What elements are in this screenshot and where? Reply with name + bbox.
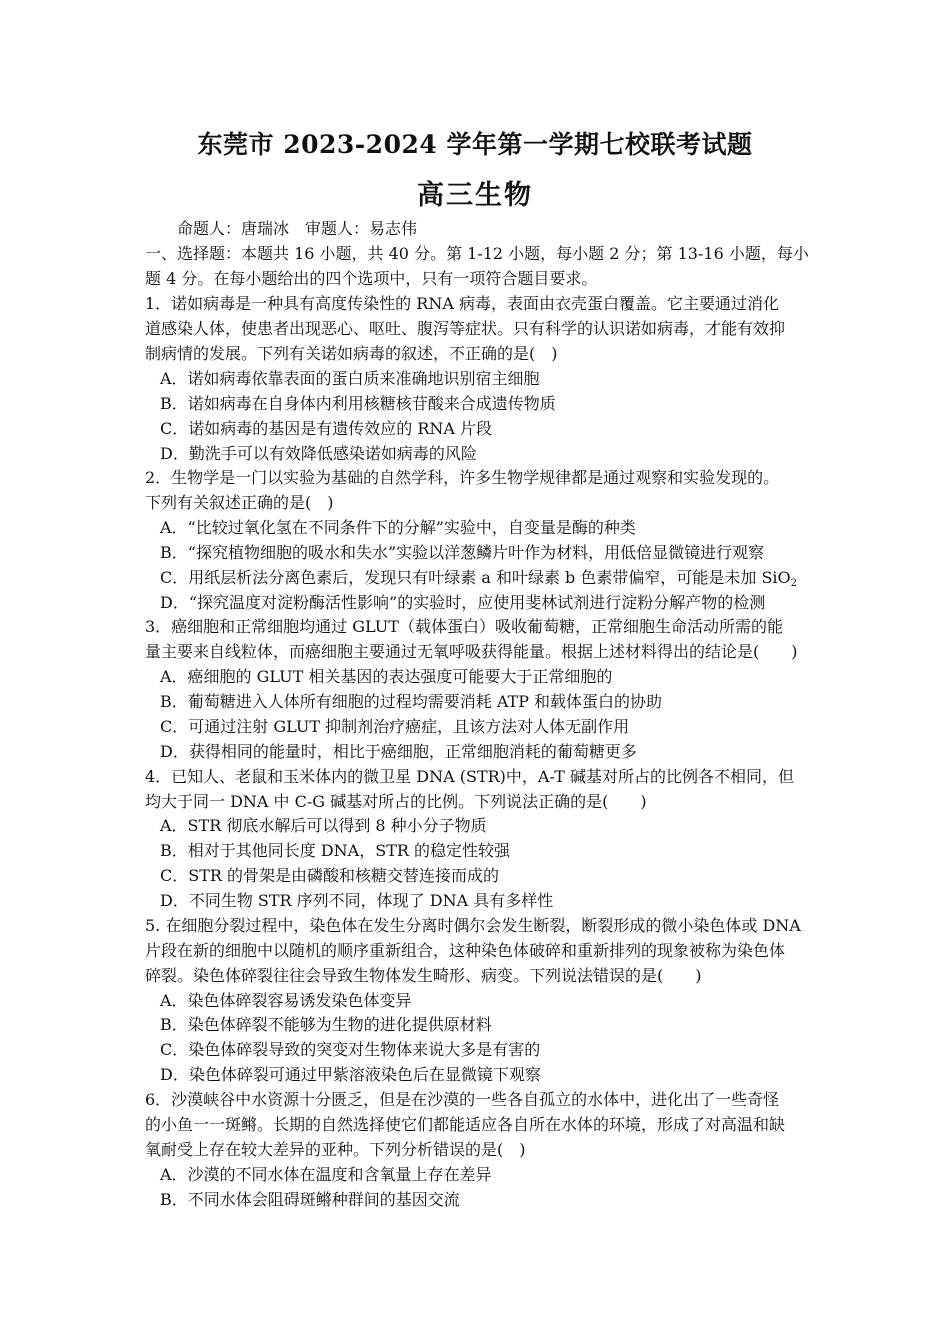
question-1-option-a: A．诺如病毒依靠表面的蛋白质来准确地识别宿主细胞 <box>160 369 540 388</box>
question-2-option-c <box>160 566 830 590</box>
question-5-stem: 5. 在细胞分裂过程中，染色体在发生分离时偶尔会发生断裂，断裂形成的微小染色体或 DNA <box>145 916 801 935</box>
question-6-stem: 6．沙漠峡谷中水资源十分匮乏，但是在沙漠的一些各自孤立的水体中，进化出了一些奇怪 <box>145 1090 780 1109</box>
question-2-option-a: A．“比较过氧化氢在不同条件下的分解”实验中，自变量是酶的种类 <box>160 518 636 537</box>
question-5-stem: 片段在新的细胞中以随机的顺序重新组合，这种染色体破碎和重新排列的现象被称为染色体 <box>145 941 786 960</box>
question-4-stem: 均大于同一 DNA 中 C-G 碱基对所占的比例。下列说法正确的是( ) <box>145 792 647 811</box>
question-1-stem: 制病情的发展。下列有关诺如病毒的叙述，不正确的是( ) <box>145 344 558 363</box>
question-1-option-b: B．诺如病毒在自身体内利用核糖核苷酸来合成遗传物质 <box>160 394 556 413</box>
question-6-option-b: B．不同水体会阻碍斑鳉种群间的基因交流 <box>160 1190 460 1209</box>
question-6-option-a: A．沙漠的不同水体在温度和含氧量上存在差异 <box>160 1165 492 1184</box>
question-5-option-a: A．染色体碎裂容易诱发染色体变异 <box>160 991 412 1010</box>
question-1-option-d: D．勤洗手可以有效降低感染诺如病毒的风险 <box>160 444 477 463</box>
section-instructions: 一、选择题：本题共 16 小题，共 40 分。第 1-12 小题，每小题 2 分；第 13-16 小题，每小 <box>145 244 809 263</box>
question-4-option-a: A．STR 彻底水解后可以得到 8 种小分子物质 <box>160 816 487 835</box>
question-3-option-c: C．可通过注射 GLUT 抑制剂治疗癌症，且该方法对人体无副作用 <box>160 717 630 736</box>
question-5-option-c: C．染色体碎裂导致的突变对生物体来说大多是有害的 <box>160 1040 541 1059</box>
section-instructions: 题 4 分。在每小题给出的四个选项中，只有一项符合题目要求。 <box>145 269 598 288</box>
exam-title: 东莞市 2023-2024 学年第一学期七校联考试题 <box>197 130 753 159</box>
question-4-option-b: B．相对于其他同长度 DNA，STR 的稳定性较强 <box>160 841 510 860</box>
authors-line: 命题人：唐瑞冰 审题人：易志伟 <box>177 219 418 238</box>
question-5-stem: 碎裂。染色体碎裂往往会导致生物体发生畸形、病变。下列说法错误的是( ) <box>145 966 702 985</box>
question-2-option-d: D．“探究温度对淀粉酶活性影响”的实验时，应使用斐林试剂进行淀粉分解产物的检测 <box>160 593 766 612</box>
question-6-stem: 氧耐受上存在较大差异的亚种。下列分析错误的是( ) <box>145 1140 526 1159</box>
question-2-stem: 下列有关叙述正确的是( ) <box>145 493 334 512</box>
question-5-option-b: B．染色体碎裂不能够为生物的进化提供原材料 <box>160 1015 492 1034</box>
question-4-stem: 4．已知人、老鼠和玉米体内的微卫星 DNA (STR)中，A-T 碱基对所占的比例各不相同，但 <box>145 767 795 786</box>
question-5-option-d: D．染色体碎裂可通过甲紫溶液染色后在显微镜下观察 <box>160 1065 541 1084</box>
question-3-option-a: A．癌细胞的 GLUT 相关基因的表达强度可能要大于正常细胞的 <box>160 667 613 686</box>
question-6-stem: 的小鱼一一斑鳉。长期的自然选择使它们都能适应各自所在水体的环境，形成了对高温和缺 <box>145 1115 786 1134</box>
question-1-option-c: C．诺如病毒的基因是有遗传效应的 RNA 片段 <box>160 419 493 438</box>
option-c-text: C．用纸层析法分离色素后，发现只有叶绿素 a 和叶绿素 b 色素带偏窄，可能是未加 SiO <box>160 568 791 587</box>
question-3-stem: 3．癌细胞和正常细胞均通过 GLUT（载体蛋白）吸收葡萄糖，正常细胞生命活动所需的能 <box>145 617 783 636</box>
question-1-stem: 道感染人体，使患者出现恶心、呕吐、腹泻等症状。只有科学的认识诺如病毒，才能有效抑 <box>145 319 786 338</box>
question-3-option-b: B．葡萄糖进入人体所有细胞的过程均需要消耗 ATP 和载体蛋白的协助 <box>160 692 663 711</box>
question-3-stem: 量主要来自线粒体，而癌细胞主要通过无氧呼吸获得能量。根据上述材料得出的结论是( ) <box>145 642 798 661</box>
question-3-option-d: D．获得相同的能量时，相比于癌细胞，正常细胞消耗的葡萄糖更多 <box>160 742 637 761</box>
exam-subject: 高三生物 <box>417 180 533 211</box>
question-2-stem: 2．生物学是一门以实验为基础的自然学科，许多生物学规律都是通过观察和实验发现的。 <box>145 468 780 487</box>
question-4-option-c: C．STR 的骨架是由磷酸和核糖交替连接而成的 <box>160 866 500 885</box>
question-2-option-b: B．“探究植物细胞的吸水和失水”实验以洋葱鳞片叶作为材料，用低倍显微镜进行观察 <box>160 543 765 562</box>
question-4-option-d: D．不同生物 STR 序列不同，体现了 DNA 具有多样性 <box>160 891 554 910</box>
subscript-2: 2 <box>790 578 798 589</box>
question-1-stem: 1．诺如病毒是一种具有高度传染性的 RNA 病毒，表面由衣壳蛋白覆盖。它主要通过消化 <box>145 294 779 313</box>
